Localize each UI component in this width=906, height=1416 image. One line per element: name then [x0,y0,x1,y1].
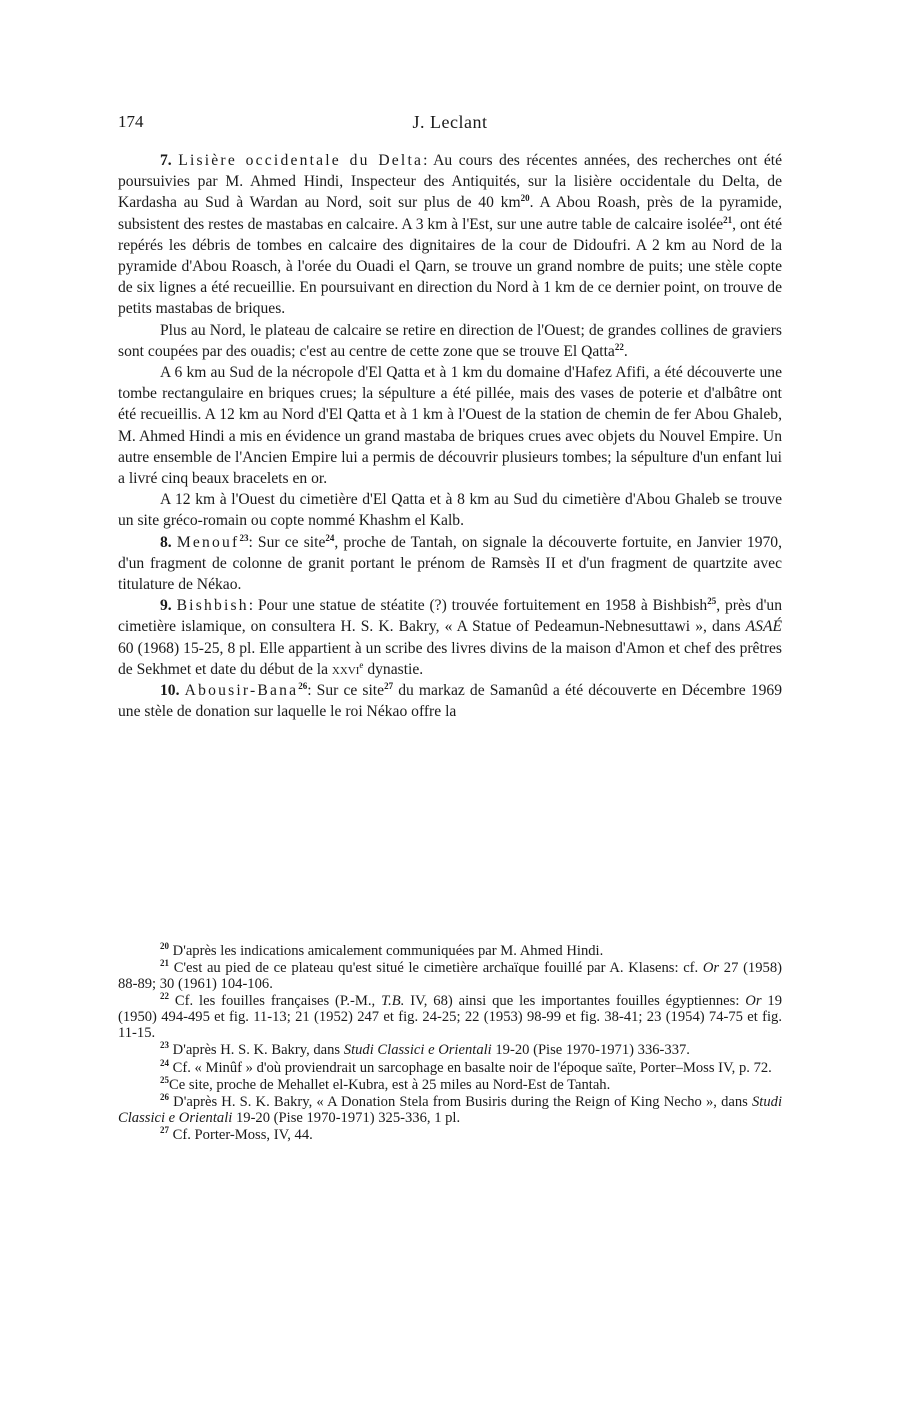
section-title: Abousir-Bana [184,682,299,700]
page-number: 174 [118,112,144,131]
ordinal-suffix: e [359,659,364,670]
section-number: 7. [160,152,172,169]
journal-title: Or [702,960,720,977]
main-text [118,150,782,722]
footnote [118,991,783,1041]
paragraph-text: Plus au Nord, le plateau de calcaire se retire en direction de l'Ouest; de grandes collines de graviers sont coupées par des ouadis; c'est au centre de cette zone que se trouve El Qatta [118,321,782,360]
footnote-ref: 26 [298,681,308,692]
footnote [118,958,782,993]
paragraph-7 [118,150,782,320]
footnote [118,1125,782,1144]
section-title: Menouf [176,533,240,551]
paragraph-8 [118,532,782,596]
paragraph: A 6 km au Sud de la nécropole d'El Qatta et à 1 km du domaine d'Hafez Afifi, a été découverte une tombe rectangulaire en briques crues; la sépulture a été pillée, mais des vases de poterie et d'albâtre ont été recueillis. A 12 km au Nord d'El Qatta et à 1 km à l'Ouest de la station de chemin de fer Abou Ghaleb, M. Ahmed Hindi a mis en évidence un grand mastaba de briques crues avec objets du Nouvel Empire. Un autre ensemble de l'Ancien Empire lui a permis de découvrir plusieurs tombes; la sépulture d'un enfant lui a livré cinq beaux bracelets en or. [118,364,782,488]
footnote-number: 21 [160,958,169,969]
paragraph-text: , proche de Tantah, on signale la découverte fortuite, en Janvier 1970, d'un fragment de colonne de granit portant le prénom de Ramsès II et d'un fragment de quartzite avec titulature de Nékao. [118,533,782,594]
footnote [118,1057,782,1077]
paragraph-text: dynastie. [363,660,424,678]
footnote [118,941,782,960]
footnote-ref: 23 [239,532,249,543]
paragraph-9 [118,595,782,680]
dynasty-numeral: xxvi [331,660,360,678]
footnote-number: 23 [160,1040,169,1051]
footnote-ref: 24 [325,532,335,543]
paragraph-text: : Au cours des récentes années, des recherches ont été poursuivies par M. Ahmed Hindi, Inspecteur des Antiquités, sur la lisière occidentale du Delta, de Kardasha au Sud à Wardan au Nord, soit sur plus de 40 km [118,152,783,212]
footnote-ref: 27 [384,681,394,692]
paragraph-text: : Sur ce site [307,682,385,700]
footnotes [118,941,783,1146]
footnote-text: Cf. « Minûf » d'où proviendrait un sarcophage en basalte noir de l'époque saïte, Porter–Moss IV, p. 72. [172,1059,772,1076]
journal-title: T.B. [381,993,405,1010]
paragraph-10 [118,680,782,722]
footnote-number: 24 [160,1057,169,1068]
paragraph-text: du markaz de Samanûd a été découverte en Décembre 1969 une stèle de donation sur laquelle le roi Nékao offre la [118,682,783,721]
section-title: Lisière occidentale du Delta [178,152,424,169]
footnote-text: 19-20 (Pise 1970-1971) 336-337. [491,1042,690,1059]
footnote-number: 20 [160,941,169,951]
footnote-ref: 21 [723,214,733,225]
paragraph [118,320,782,362]
footnote-text: D'après H. S. K. Bakry, dans [172,1042,344,1059]
footnote [118,1074,782,1094]
footnote [118,1092,782,1127]
footnote-text: D'après H. S. K. Bakry, « A Donation Stela from Busiris during the Reign of King Necho », dans [173,1094,752,1111]
footnote-text: 19-20 (Pise 1970-1971) 325-336, 1 pl. [232,1109,461,1126]
paragraph: A 12 km à l'Ouest du cimetière d'El Qatta et à 8 km au Sud du cimetière d'Abou Ghaleb se trouve un site gréco-romain ou copte nommé Khashm el Kalb. [118,491,782,530]
footnote-number: 27 [160,1125,169,1136]
footnote-number: 25 [160,1074,169,1085]
footnote-text: 27 (1958) 88-89; 30 (1961) 104-106. [118,960,782,993]
footnote-number: 26 [160,1092,169,1103]
footnote-text: Cf. Porter-Moss, IV, 44. [172,1127,313,1144]
footnote [118,1040,782,1059]
footnote-text: 19 (1950) 494-495 et fig. 11-13; 21 (1952) 247 et fig. 24-25; 22 (1953) 98-99 et fig. 38-41; 23 (1954) 74-75 et fig. 11-15. [118,993,783,1041]
footnote-text: Ce site, proche de Mehallet el-Kubra, est à 25 miles au Nord-Est de Tantah. [169,1076,611,1093]
paragraph-text: 60 (1968) 15-25, 8 pl. Elle appartient à un scribe des livres divins de la maison d'Amon et chef des prêtres de Sekhmet et date du début de la [118,639,782,678]
section-number: 8. [160,533,172,551]
footnote-text: D'après les indications amicalement communiquées par M. Ahmed Hindi. [172,943,604,959]
page-header [118,112,782,138]
section-number: 10. [160,682,180,700]
footnote-text: Cf. les fouilles françaises (P.-M., [174,993,382,1010]
footnote-ref: 20 [520,193,530,204]
paragraph-text: . [623,342,628,360]
paragraph-text: : Sur ce site [248,533,326,551]
section-number: 9. [160,597,172,615]
journal-title: Studi Classici e Orientali [343,1042,492,1059]
journal-title: Studi Classici e Orientali [118,1094,782,1126]
footnote-ref: 22 [614,341,624,352]
paragraph-text: : Pour une statue de stéatite (?) trouvée fortuitement en 1958 à Bishbish [248,597,708,615]
section-title: Bishbish [176,597,249,615]
paragraph-text: . A Abou Roash, près de la pyramide, subsistent des restes de mastabas en calcaire. A 3 km à l'Est, sur une autre table de calcaire isolée [118,194,783,233]
footnote-text: IV, 68) ainsi que les importantes fouilles égyptiennes: [404,993,746,1010]
footnote-text: C'est au pied de ce plateau qu'est situé le cimetière archaïque fouillé par A. Klasens: cf. [173,960,703,977]
footnote-number: 22 [160,991,169,1002]
running-head: J. Leclant [412,112,488,132]
footnote-ref: 25 [707,596,717,607]
journal-title: Or [745,993,762,1010]
paragraph-text: , près d'un cimetière islamique, on consultera H. S. K. Bakry, « A Statue of Pedeamun-Nebnesuttawi », dans [118,597,782,636]
paragraph-text: , ont été repérés les débris de tombes en calcaire des dignitaires de la cour de Didoufri. A 2 km au Nord de la pyramide d'Abou Roasch, à l'orée du Ouadi el Qarn, se trouve un grand nombre de puits; une stèle copte de six lignes a été recueillie. En poursuivant en direction du Nord à 1 km de ce dernier point, on trouve de petits mastabas de briques. [118,215,783,318]
journal-title: ASAÉ [745,618,782,636]
